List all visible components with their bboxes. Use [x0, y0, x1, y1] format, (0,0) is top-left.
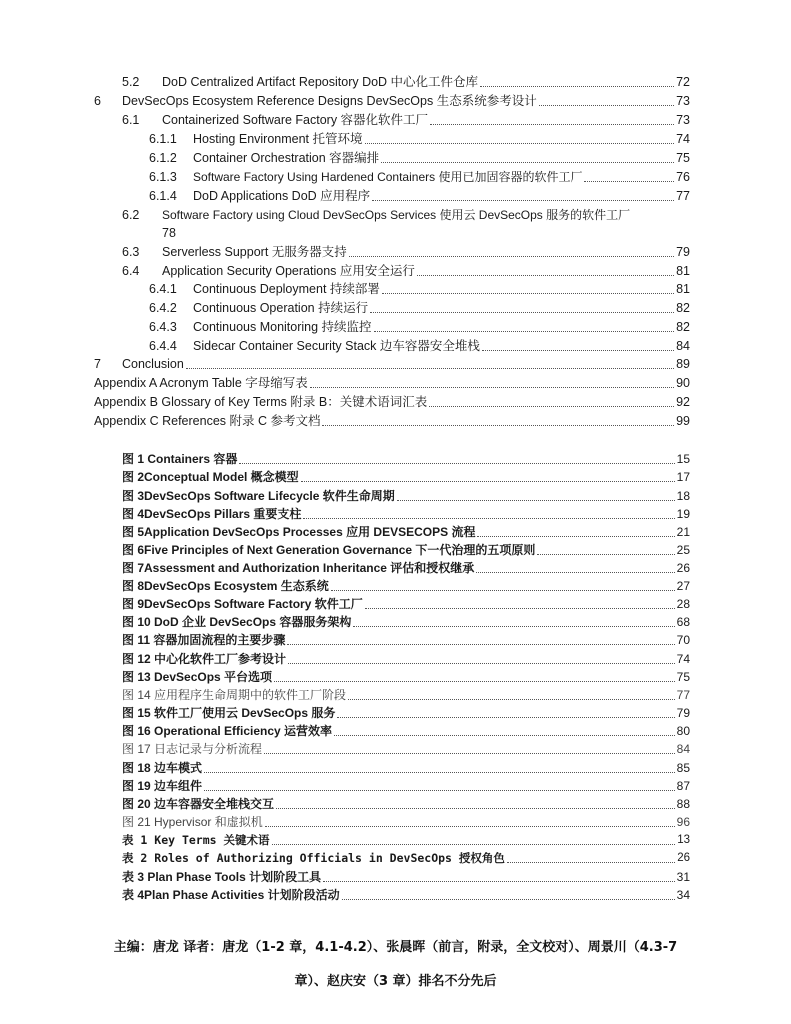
toc-entry[interactable] — [149, 151, 690, 166]
dot-leader — [276, 808, 675, 809]
figure-title: 图 21 Hypervisor 和虚拟机 — [122, 815, 263, 829]
toc-entry[interactable] — [149, 170, 690, 185]
toc-entry[interactable] — [149, 339, 690, 354]
figure-title: 图 8DevSecOps Ecosystem 生态系统 — [122, 579, 329, 593]
table-entry[interactable] — [122, 870, 690, 885]
toc-entry[interactable] — [122, 245, 690, 260]
toc-number: 6.1 — [122, 113, 140, 127]
dot-leader — [239, 463, 674, 464]
figure-title: 图 2Conceptual Model 概念模型 — [122, 470, 299, 484]
toc-page: 99 — [676, 414, 690, 428]
dot-leader — [342, 899, 675, 900]
toc-page: 82 — [676, 320, 690, 334]
figure-page: 96 — [676, 815, 690, 829]
figure-page: 87 — [676, 779, 690, 793]
table-entry[interactable] — [122, 833, 690, 848]
dot-leader — [584, 181, 674, 182]
dot-leader — [334, 735, 675, 736]
table-title: 表 2 Roles of Authorizing Officials in DevSecOps 授权角色 — [122, 851, 505, 865]
figure-entry[interactable] — [122, 561, 690, 576]
toc-number: 6.4.4 — [149, 339, 177, 353]
table-entry[interactable] — [122, 888, 690, 903]
toc-title: Software Factory using Cloud DevSecOps Services 使用云 DevSecOps 服务的软件工厂 — [162, 208, 631, 222]
figure-title: 图 18 边车模式 — [122, 761, 203, 775]
dot-leader — [417, 275, 674, 276]
dot-leader — [372, 200, 674, 201]
dot-leader — [370, 312, 674, 313]
toc-number: 6.1.1 — [149, 132, 177, 146]
toc-title: Container Orchestration 容器编排 — [193, 151, 380, 165]
toc-entry[interactable] — [94, 414, 690, 429]
toc-number: 6.1.4 — [149, 189, 177, 203]
toc-page: 79 — [676, 245, 690, 259]
dot-leader — [337, 717, 674, 718]
dot-leader — [349, 256, 674, 257]
figure-title: 图 15 软件工厂使用云 DevSecOps 服务 — [122, 706, 336, 720]
figure-page: 85 — [676, 761, 690, 775]
toc-number: 6.1.3 — [149, 170, 177, 184]
toc-title: Hosting Environment 托管环境 — [193, 132, 363, 146]
figure-page: 77 — [676, 688, 690, 702]
credits-line-2: 章）、赵庆安（3 章）排名不分先后 — [294, 974, 497, 989]
dot-leader — [480, 86, 674, 87]
toc-number: 6.4.1 — [149, 282, 177, 296]
toc-title: Serverless Support 无服务器支持 — [162, 245, 347, 259]
dot-leader — [482, 350, 674, 351]
table-title: 表 3 Plan Phase Tools 计划阶段工具 — [122, 870, 322, 884]
figure-entry[interactable] — [122, 507, 690, 522]
toc-entry[interactable] — [149, 132, 690, 147]
toc-page: 84 — [676, 339, 690, 353]
toc-page: 81 — [676, 282, 690, 296]
figure-entry[interactable] — [122, 543, 690, 558]
toc-page: 81 — [676, 264, 690, 278]
figure-entry[interactable] — [122, 652, 690, 667]
toc-number: 6.4 — [122, 264, 140, 278]
toc-title: Continuous Operation 持续运行 — [193, 301, 369, 315]
figure-entry[interactable] — [122, 815, 690, 830]
figure-page: 15 — [676, 452, 690, 466]
toc-title: Appendix B Glossary of Key Terms 附录 B：关键术语词汇表 — [94, 395, 428, 409]
toc-page: 89 — [676, 357, 690, 371]
figure-title: 图 5Application DevSecOps Processes 应用 DEVSECOPS 流程 — [122, 525, 476, 539]
toc-page: 90 — [676, 376, 690, 390]
toc-page: 82 — [676, 301, 690, 315]
dot-leader — [310, 387, 674, 388]
dot-leader — [353, 626, 674, 627]
toc-page: 72 — [676, 75, 690, 89]
toc-number: 5.2 — [122, 75, 140, 89]
figure-title: 图 4DevSecOps Pillars 重要支柱 — [122, 507, 302, 521]
dot-leader — [323, 881, 674, 882]
figure-title: 图 12 中心化软件工厂参考设计 — [122, 652, 287, 666]
toc-entry[interactable] — [149, 320, 690, 335]
dot-leader — [348, 699, 675, 700]
toc-title: Sidecar Container Security Stack 边车容器安全堆栈 — [193, 339, 480, 353]
figure-title: 图 16 Operational Efficiency 运营效率 — [122, 724, 333, 738]
dot-leader — [539, 105, 674, 106]
toc-title: Application Security Operations 应用安全运行 — [162, 264, 415, 278]
figure-entry[interactable] — [122, 579, 690, 594]
toc-entry[interactable] — [122, 75, 690, 90]
dot-leader — [303, 518, 674, 519]
dot-leader — [537, 554, 674, 555]
figure-entry[interactable] — [122, 470, 690, 485]
toc-title: Continuous Monitoring 持续监控 — [193, 320, 372, 334]
credits-line-1: 主编：唐龙 译者：唐龙（1-2 章，4.1-4.2）、张晨晖（前言，附录，全文校对）、周景川（4.3-7 — [113, 940, 678, 955]
figure-entry[interactable] — [122, 633, 690, 648]
dot-leader — [381, 162, 674, 163]
dot-leader — [365, 143, 675, 144]
dot-leader — [365, 608, 675, 609]
toc-title: DoD Applications DoD 应用程序 — [193, 189, 371, 203]
toc-page: 76 — [676, 170, 690, 184]
dot-leader — [397, 500, 675, 501]
toc-entry[interactable] — [149, 301, 690, 316]
dot-leader — [264, 753, 675, 754]
toc-number: 6.2 — [122, 208, 140, 222]
figure-page: 18 — [676, 489, 690, 503]
figure-page: 25 — [676, 543, 690, 557]
dot-leader — [382, 293, 674, 294]
toc-page: 74 — [676, 132, 690, 146]
dot-leader — [477, 536, 674, 537]
figure-title: 图 14 应用程序生命周期中的软件工厂阶段 — [122, 688, 347, 702]
toc-title: Continuous Deployment 持续部署 — [193, 282, 380, 296]
table-page: 13 — [677, 834, 690, 846]
figure-page: 28 — [676, 597, 690, 611]
figure-title: 图 7Assessment and Authorization Inheritance 评估和授权继承 — [122, 561, 475, 575]
figure-page: 21 — [676, 525, 690, 539]
toc-title: DoD Centralized Artifact Repository DoD 中心化工件仓库 — [162, 75, 479, 89]
toc-number: 6.4.3 — [149, 320, 177, 334]
dot-leader — [374, 331, 675, 332]
table-page: 34 — [676, 888, 690, 902]
toc-title: Software Factory Using Hardened Containers 使用已加固容器的软件工厂 — [193, 170, 583, 184]
figure-entry[interactable] — [122, 615, 690, 630]
figure-title: 图 17 日志记录与分析流程 — [122, 742, 263, 756]
toc-page: 78 — [162, 226, 176, 240]
toc-title: Appendix A Acronym Table 字母缩写表 — [94, 376, 308, 390]
toc-entry[interactable] — [122, 113, 690, 128]
figure-page: 19 — [676, 507, 690, 521]
figure-title: 图 19 边车组件 — [122, 779, 203, 793]
toc-entry[interactable] — [149, 189, 690, 204]
figure-page: 79 — [676, 706, 690, 720]
toc-title: Appendix C References 附录 C 参考文档 — [94, 414, 321, 428]
dot-leader — [331, 590, 675, 591]
toc-title: Conclusion — [122, 357, 184, 371]
table-title: 表 4Plan Phase Activities 计划阶段活动 — [122, 888, 340, 902]
dot-leader — [274, 681, 675, 682]
figure-entry[interactable] — [122, 797, 690, 812]
figure-title: 图 13 DevSecOps 平台选项 — [122, 670, 273, 684]
figure-entry[interactable] — [122, 525, 690, 540]
figure-page: 80 — [676, 724, 690, 738]
toc-title: Containerized Software Factory 容器化软件工厂 — [162, 113, 429, 127]
figure-page: 88 — [676, 797, 690, 811]
figure-entry[interactable] — [122, 688, 690, 703]
figure-page: 70 — [676, 633, 690, 647]
toc-entry[interactable] — [94, 357, 690, 372]
dot-leader — [204, 790, 675, 791]
table-title: 表 1 Key Terms 关键术语 — [122, 833, 270, 847]
dot-leader — [430, 124, 674, 125]
toc-number: 6 — [94, 94, 101, 108]
toc-entry[interactable] — [122, 264, 690, 279]
table-page: 31 — [676, 870, 690, 884]
figure-title: 图 20 边车容器安全堆栈交互 — [122, 797, 275, 811]
toc-page: 73 — [676, 94, 690, 108]
toc-entry[interactable] — [94, 395, 690, 410]
table-entry[interactable] — [122, 851, 690, 866]
toc-entry[interactable] — [94, 94, 690, 109]
toc-page: 77 — [676, 189, 690, 203]
figure-entry[interactable] — [122, 761, 690, 776]
figure-entry[interactable] — [122, 670, 690, 685]
dot-leader — [204, 772, 675, 773]
figure-entry[interactable] — [122, 724, 690, 739]
toc-page: 92 — [676, 395, 690, 409]
dot-leader — [301, 481, 675, 482]
toc-entry[interactable] — [149, 282, 690, 297]
dot-leader — [287, 644, 674, 645]
figure-page: 84 — [676, 742, 690, 756]
figure-title: 图 11 容器加固流程的主要步骤 — [122, 633, 286, 647]
figure-page: 27 — [676, 579, 690, 593]
toc-entry[interactable] — [94, 376, 690, 391]
toc-page: 75 — [676, 151, 690, 165]
toc-page: 73 — [676, 113, 690, 127]
figure-page: 26 — [676, 561, 690, 575]
figure-page: 17 — [676, 470, 690, 484]
dot-leader — [476, 572, 674, 573]
figure-entry[interactable] — [122, 452, 690, 467]
figure-title: 图 6Five Principles of Next Generation Governance 下一代治理的五项原则 — [122, 543, 536, 557]
figure-title: 图 9DevSecOps Software Factory 软件工厂 — [122, 597, 363, 611]
figure-entry[interactable] — [122, 742, 690, 757]
figure-page: 75 — [676, 670, 690, 684]
toc-number: 6.4.2 — [149, 301, 177, 315]
dot-leader — [265, 826, 675, 827]
toc-number: 7 — [94, 357, 101, 371]
table-page: 26 — [677, 852, 690, 864]
dot-leader — [507, 862, 675, 863]
figure-entry[interactable] — [122, 706, 690, 721]
dot-leader — [186, 368, 674, 369]
toc-number: 6.1.2 — [149, 151, 177, 165]
figure-entry[interactable] — [122, 779, 690, 794]
figure-title: 图 1 Containers 容器 — [122, 452, 238, 466]
figure-page: 74 — [676, 652, 690, 666]
figure-entry[interactable] — [122, 597, 690, 612]
figure-entry[interactable] — [122, 489, 690, 504]
figure-title: 图 3DevSecOps Software Lifecycle 软件生命周期 — [122, 489, 395, 503]
dot-leader — [322, 425, 674, 426]
figure-page: 68 — [676, 615, 690, 629]
toc-title: DevSecOps Ecosystem Reference Designs DevSecOps 生态系统参考设计 — [122, 94, 537, 108]
dot-leader — [429, 406, 674, 407]
dot-leader — [288, 663, 675, 664]
dot-leader — [272, 844, 676, 845]
figure-title: 图 10 DoD 企业 DevSecOps 容器服务架构 — [122, 615, 352, 629]
toc-number: 6.3 — [122, 245, 140, 259]
